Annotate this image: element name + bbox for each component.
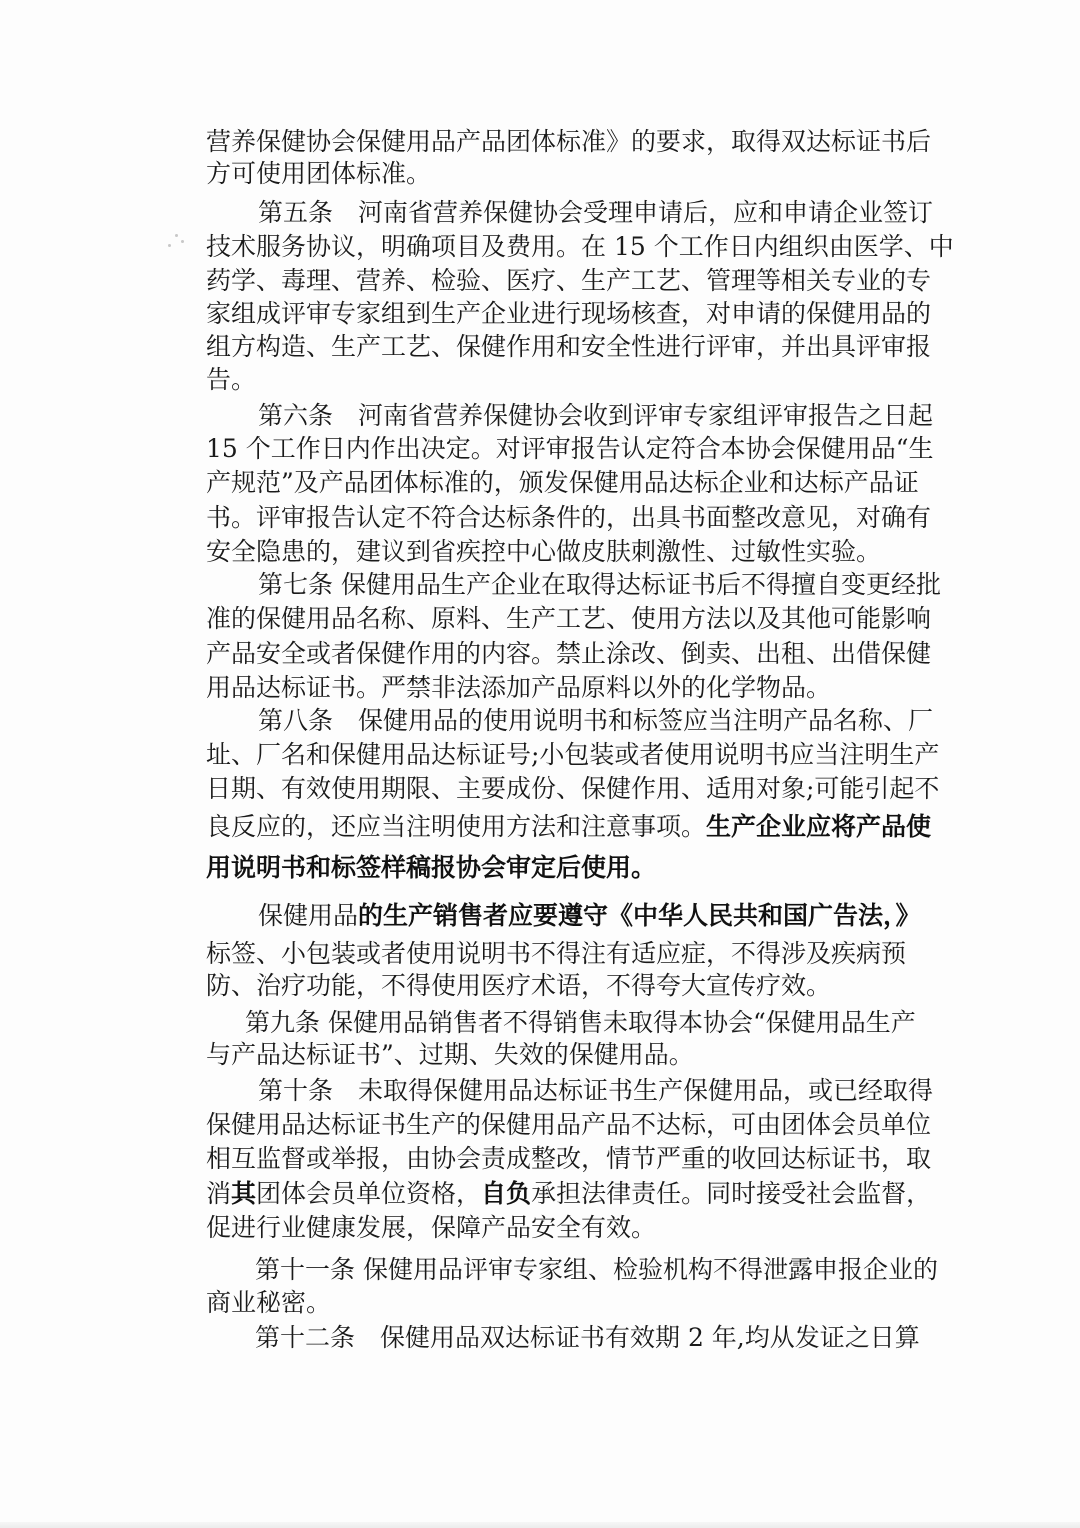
text-line: 防、治疗功能，不得使用医疗术语，不得夸大宣传疗效。 — [206, 971, 832, 1000]
text-line: 日期、有效使用期限、主要成份、保健作用、适用对象;可能引起不 — [206, 774, 940, 803]
paragraph-article-9: 第九条 保健用品销售者不得销售未取得本协会“保健用品生产 — [245, 1008, 916, 1037]
text-line — [206, 1178, 931, 1210]
paragraph-article-8: 第八条 保健用品的使用说明书和标签应当注明产品名称、厂 — [258, 706, 934, 735]
text-line: 与产品达标证书”、过期、失效的保健用品。 — [206, 1040, 694, 1069]
paragraph-article-7: 第七条 保健用品生产企业在取得达标证书后不得擅自变更经批 — [258, 570, 941, 599]
text-line: 商业秘密。 — [206, 1288, 332, 1317]
text-line: 标签、小包装或者使用说明书不得注有适应症，不得涉及疾病预 — [206, 939, 907, 968]
text-line: 安全隐患的，建议到省疾控中心做皮肤刺激性、过敏性实验。 — [206, 537, 882, 566]
text-line: 家组成评审专家组到生产企业进行现场核查，对申请的保健用品的 — [206, 299, 932, 328]
text-line: 技术服务协议，明确项目及费用。在 15 个工作日内组织由医学、中 — [206, 232, 954, 261]
text-line: 准的保健用品名称、原料、生产工艺、使用方法以及其他可能影响 — [206, 604, 932, 633]
bold-text-run: 生产企业应将产品使 — [706, 812, 932, 841]
paragraph-article-11: 第十一条 保健用品评审专家组、检验机构不得泄露申报企业的 — [255, 1255, 938, 1284]
paragraph-article-6: 第六条 河南省营养保健协会收到评审专家组评审报告之日起 — [258, 401, 934, 430]
text-run: 良反应的，还应当注明使用方法和注意事项。 — [206, 812, 707, 841]
text-run: 消 — [206, 1179, 232, 1208]
bold-text-run: 其 — [231, 1179, 257, 1208]
bold-text-run: 的生产销售者应要遵守《中华人民共和国广告法，》 — [358, 901, 921, 930]
text-line: 址、厂名和保健用品达标证号;小包装或者使用说明书应当注明生产 — [206, 740, 940, 769]
text-line: 产规范”及产品团体标准的，颁发保健用品达标企业和达标产品证 — [206, 468, 919, 497]
text-run: 团体会员单位资格， — [256, 1179, 482, 1208]
paragraph-article-5: 第五条 河南省营养保健协会受理申请后，应和申请企业签订 — [258, 198, 934, 227]
paragraph-article-12: 第十二条 保健用品双达标证书有效期 2 年,均从发证之日算 — [255, 1323, 920, 1352]
text-line: 用品达标证书。严禁非法添加产品原料以外的化学物品。 — [206, 673, 832, 702]
text-line: 促进行业健康发展，保障产品安全有效。 — [206, 1213, 657, 1242]
text-line: 15 个工作日内作出决定。对评审报告认定符合本协会保健用品“生 — [206, 434, 934, 463]
text-run: 承担法律责任。同时接受社会监督， — [531, 1179, 932, 1208]
text-run: 保健用品 — [258, 901, 359, 930]
text-line: 相互监督或举报，由协会责成整改，情节严重的收回达标证书，取 — [206, 1144, 932, 1173]
text-line: 方可使用团体标准。 — [206, 159, 432, 188]
scan-speck — [168, 244, 171, 247]
text-line: 营养保健协会保健用品产品团体标准》的要求，取得双达标证书后 — [206, 127, 932, 156]
scan-speck — [175, 234, 178, 237]
scan-bottom-edge — [0, 1522, 1080, 1528]
text-line: 产品安全或者保健作用的内容。禁止涂改、倒卖、出租、出借保健 — [206, 639, 932, 668]
text-line: 药学、毒理、营养、检验、医疗、生产工艺、管理等相关专业的专 — [206, 266, 932, 295]
text-line: 组方构造、生产工艺、保健作用和安全性进行评审，并出具评审报 — [206, 332, 932, 361]
text-line: 告。 — [206, 365, 257, 394]
bold-text-line: 用说明书和标签样稿报协会审定后使用。 — [206, 853, 657, 882]
paragraph-article-10: 第十条 未取得保健用品达标证书生产保健用品，或已经取得 — [258, 1076, 934, 1105]
text-line: 保健用品达标证书生产的保健用品产品不达标，可由团体会员单位 — [206, 1110, 932, 1139]
paragraph-advertising-law — [258, 900, 921, 932]
text-line: 书。评审报告认定不符合达标条件的，出具书面整改意见，对确有 — [206, 503, 932, 532]
text-line — [206, 811, 931, 843]
scan-speck — [181, 240, 184, 243]
bold-text-run: 自负 — [481, 1179, 532, 1208]
